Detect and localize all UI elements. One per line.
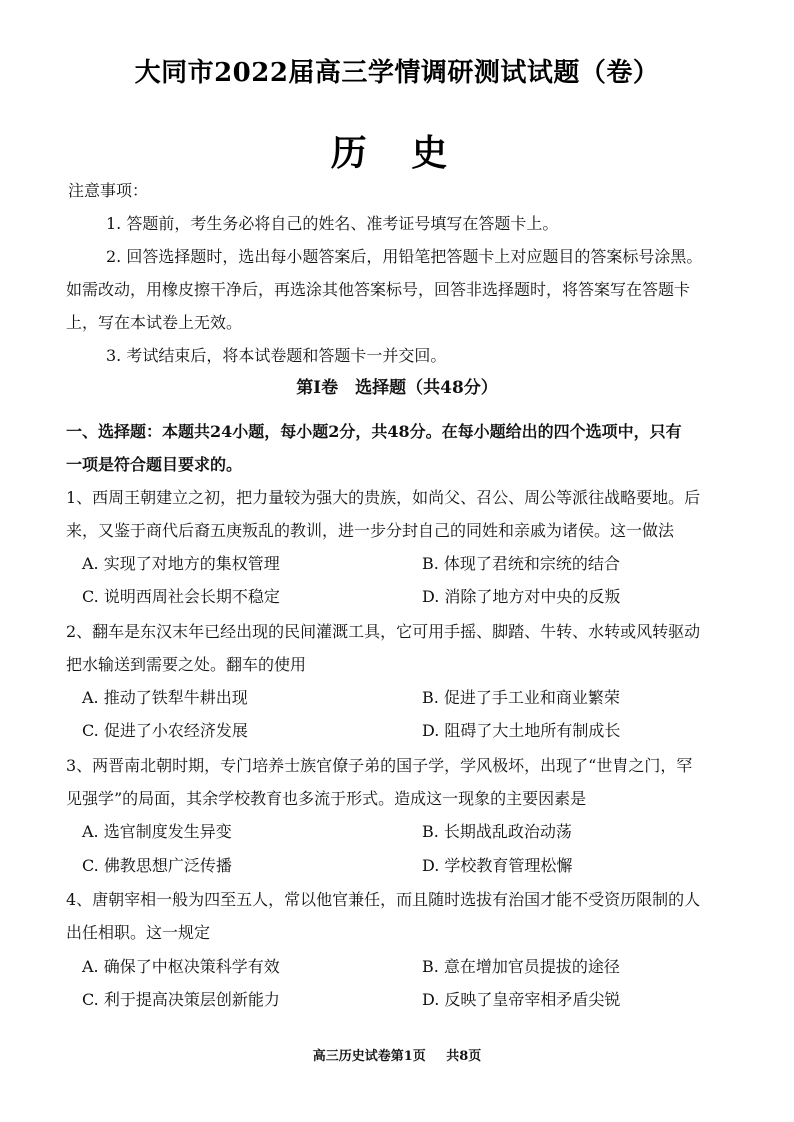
- question-2-line-2: 把水输送到需要之处。翻车的使用: [66, 655, 307, 674]
- question-2-option-b: B. 促进了手工业和商业繁荣: [422, 688, 620, 707]
- question-1-option-c: C. 说明西周社会长期不稳定: [82, 587, 280, 606]
- page-number: 高三历史试卷第1页: [312, 1049, 426, 1064]
- question-3-option-d: D. 学校教育管理松懈: [422, 856, 573, 875]
- page-footer: [0, 1045, 794, 1064]
- exam-title: 大同市2022届高三学情调研测试试题（卷）: [134, 58, 660, 88]
- notice-line-1: 1. 答题前，考生务必将自己的姓名、准考证号填写在答题卡上。: [106, 214, 559, 233]
- question-3-line-1: 3、两晋南北朝时期，专门培养士族官僚子弟的国子学，学风极坏，出现了“世胄之门，罕: [66, 756, 693, 775]
- question-3-option-a: A. 选官制度发生异变: [82, 822, 232, 841]
- question-4-option-a: A. 确保了中枢决策科学有效: [82, 957, 280, 976]
- question-3-option-c: C. 佛教思想广泛传播: [82, 856, 232, 875]
- question-4-option-d: D. 反映了皇帝宰相矛盾尖锐: [422, 990, 621, 1009]
- notice-line-2c: 上，写在本试卷上无效。: [66, 313, 243, 332]
- section-instruction-2: 一项是符合题目要求的。: [66, 455, 243, 474]
- question-1-option-a: A. 实现了对地方的集权管理: [82, 554, 280, 573]
- question-3-option-b: B. 长期战乱政治动荡: [422, 822, 572, 841]
- section-title: 第Ⅰ卷 选择题（共48分）: [296, 378, 498, 398]
- notice-line-3: 3. 考试结束后，将本试卷题和答题卡一并交回。: [106, 346, 447, 365]
- notice-heading: 注意事项：: [68, 181, 149, 200]
- question-2-line-1: 2、翻车是东汉末年已经出现的民间灌溉工具，它可用手摇、脚踏、牛转、水转或风转驱动: [66, 622, 701, 641]
- section-instruction-1: 一、选择题：本题共24小题，每小题2分，共48分。在每小题给出的四个选项中，只有: [66, 422, 682, 441]
- notice-line-2b: 如需改动，用橡皮擦干净后，再选涂其他答案标号，回答非选择题时，将答案写在答题卡: [66, 280, 691, 299]
- question-3-line-2: 见强学”的局面，其余学校教育也多流于形式。造成这一现象的主要因素是: [66, 789, 587, 808]
- question-1-line-2: 来，又鉴于商代后裔五庚叛乱的教训，进一步分封自己的同姓和亲戚为诸侯。这一做法: [66, 521, 675, 540]
- question-2-option-c: C. 促进了小农经济发展: [82, 721, 248, 740]
- question-2-option-d: D. 阻碍了大土地所有制成长: [422, 721, 621, 740]
- page-total: 共8页: [446, 1049, 482, 1064]
- question-1-option-d: D. 消除了地方对中央的反叛: [422, 587, 621, 606]
- question-4-line-2: 出任相职。这一规定: [66, 923, 211, 942]
- question-1-line-1: 1、西周王朝建立之初，把力量较为强大的贵族，如尚父、召公、周公等派往战略要地。后: [66, 488, 701, 507]
- notice-line-2a: 2. 回答选择题时，选出每小题答案后，用铅笔把答题卡上对应题目的答案标号涂黑。: [106, 247, 703, 266]
- question-1-option-b: B. 体现了君统和宗统的结合: [422, 554, 620, 573]
- subject-title: 历 史: [330, 132, 464, 174]
- question-4-option-b: B. 意在增加官员提拔的途径: [422, 957, 620, 976]
- question-2-option-a: A. 推动了铁犁牛耕出现: [82, 688, 248, 707]
- question-4-line-1: 4、唐朝宰相一般为四至五人，常以他官兼任，而且随时选拔有治国才能不受资历限制的人: [66, 890, 701, 909]
- question-4-option-c: C. 利于提高决策层创新能力: [82, 990, 280, 1009]
